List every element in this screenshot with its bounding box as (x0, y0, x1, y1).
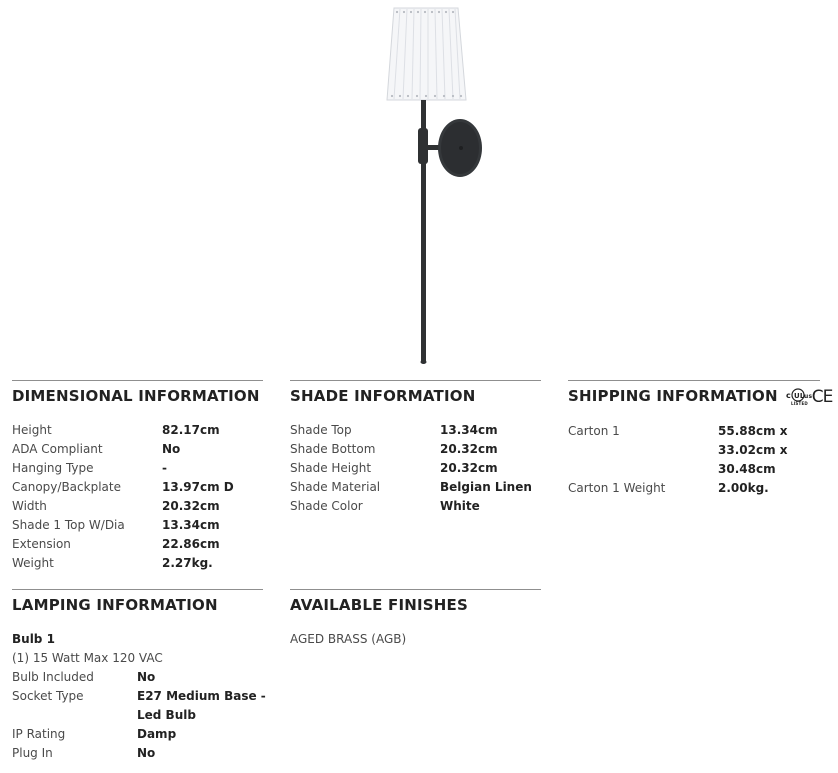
spec-row (568, 422, 820, 479)
spec-value: 20.32cm (162, 499, 220, 513)
spec-value: - (162, 461, 167, 475)
spec-label: Shade Height (290, 461, 372, 475)
section-title: SHIPPING INFORMATION (568, 387, 778, 405)
shipping-section (568, 380, 833, 498)
svg-text:UL: UL (793, 391, 805, 400)
spec-value: 22.86cm (162, 537, 220, 551)
spec-label: Shade Color (290, 499, 363, 513)
svg-text:us: us (803, 392, 813, 400)
divider (290, 380, 541, 381)
spec-row (568, 479, 820, 498)
spec-row (12, 516, 263, 535)
spec-value: No (137, 670, 156, 684)
spec-label: Height (12, 423, 52, 437)
divider (12, 380, 263, 381)
wall-sconce-image (380, 0, 490, 368)
spec-row (12, 744, 263, 763)
spec-label: Hanging Type (12, 461, 94, 475)
spec-value: 20.32cm (440, 461, 498, 475)
spec-value: E27 Medium Base - Led Bulb (137, 689, 266, 722)
spec-label: Shade 1 Top W/Dia (12, 518, 125, 532)
lamping-section (12, 589, 266, 763)
spec-label: Bulb Included (12, 670, 94, 684)
svg-text:LISTED: LISTED (790, 400, 808, 406)
spec-list (12, 630, 266, 763)
bulb-title: Bulb 1 (12, 632, 55, 646)
section-title: AVAILABLE FINISHES (290, 596, 468, 614)
divider (568, 380, 820, 381)
spec-value: 55.88cm x 33.02cm x 30.48cm (718, 423, 788, 476)
spec-list (568, 422, 820, 498)
spec-list (290, 421, 541, 516)
spec-value: 2.27kg. (162, 556, 213, 570)
divider (290, 589, 541, 590)
finish-list (290, 630, 541, 649)
spec-label: Shade Material (290, 480, 381, 494)
spec-label: Carton 1 Weight (568, 480, 666, 495)
spec-value: 13.34cm (162, 518, 220, 532)
lamp-shade (387, 8, 466, 100)
spec-row (12, 497, 263, 516)
spec-row (290, 478, 541, 497)
spec-label: Extension (12, 537, 71, 551)
finish-item: AGED BRASS (AGB) (290, 632, 407, 646)
spec-label: Shade Bottom (290, 442, 376, 456)
spec-row (12, 725, 263, 744)
section-title: SHADE INFORMATION (290, 387, 476, 405)
spec-row (290, 497, 541, 516)
ce-mark-icon: CE (811, 386, 833, 407)
bulb-description: (1) 15 Watt Max 120 VAC (12, 651, 163, 665)
spec-value: Damp (137, 727, 177, 741)
spec-row (12, 554, 263, 573)
spec-row (12, 535, 263, 554)
spec-label: Width (12, 499, 47, 513)
spec-label: Shade Top (290, 423, 352, 437)
spec-row (12, 421, 263, 440)
finishes-section (290, 589, 541, 649)
spec-value: 13.97cm D (162, 480, 234, 494)
section-title: DIMENSIONAL INFORMATION (12, 387, 260, 405)
spec-label: Weight (12, 556, 54, 570)
spec-row (12, 478, 263, 497)
spec-row (12, 440, 263, 459)
spec-value: White (440, 499, 480, 513)
spec-row (290, 459, 541, 478)
spec-value: 13.34cm (440, 423, 498, 437)
section-title: LAMPING INFORMATION (12, 596, 218, 614)
spec-label: Socket Type (12, 689, 84, 703)
spec-label: ADA Compliant (12, 442, 103, 456)
spec-row (290, 421, 541, 440)
spec-row (290, 440, 541, 459)
spec-row (12, 668, 263, 687)
certification-logos (786, 388, 833, 406)
spec-label: Plug In (12, 746, 53, 760)
spec-row (12, 687, 266, 725)
spec-row (12, 459, 263, 478)
spec-label: Carton 1 (568, 423, 620, 438)
spec-value: 2.00kg. (718, 480, 769, 495)
divider (12, 589, 263, 590)
spec-label: IP Rating (12, 727, 66, 741)
spec-value: 82.17cm (162, 423, 220, 437)
spec-value: No (162, 442, 181, 456)
spec-value: 20.32cm (440, 442, 498, 456)
dimensional-section (12, 380, 263, 573)
spec-value: Belgian Linen (440, 480, 532, 494)
spec-label: Canopy/Backplate (12, 480, 121, 494)
spec-list (12, 421, 263, 573)
section-title-row (568, 386, 833, 407)
svg-text:c: c (785, 390, 791, 400)
spec-value: No (137, 746, 156, 760)
shade-section (290, 380, 541, 516)
ul-listed-icon (785, 388, 813, 406)
